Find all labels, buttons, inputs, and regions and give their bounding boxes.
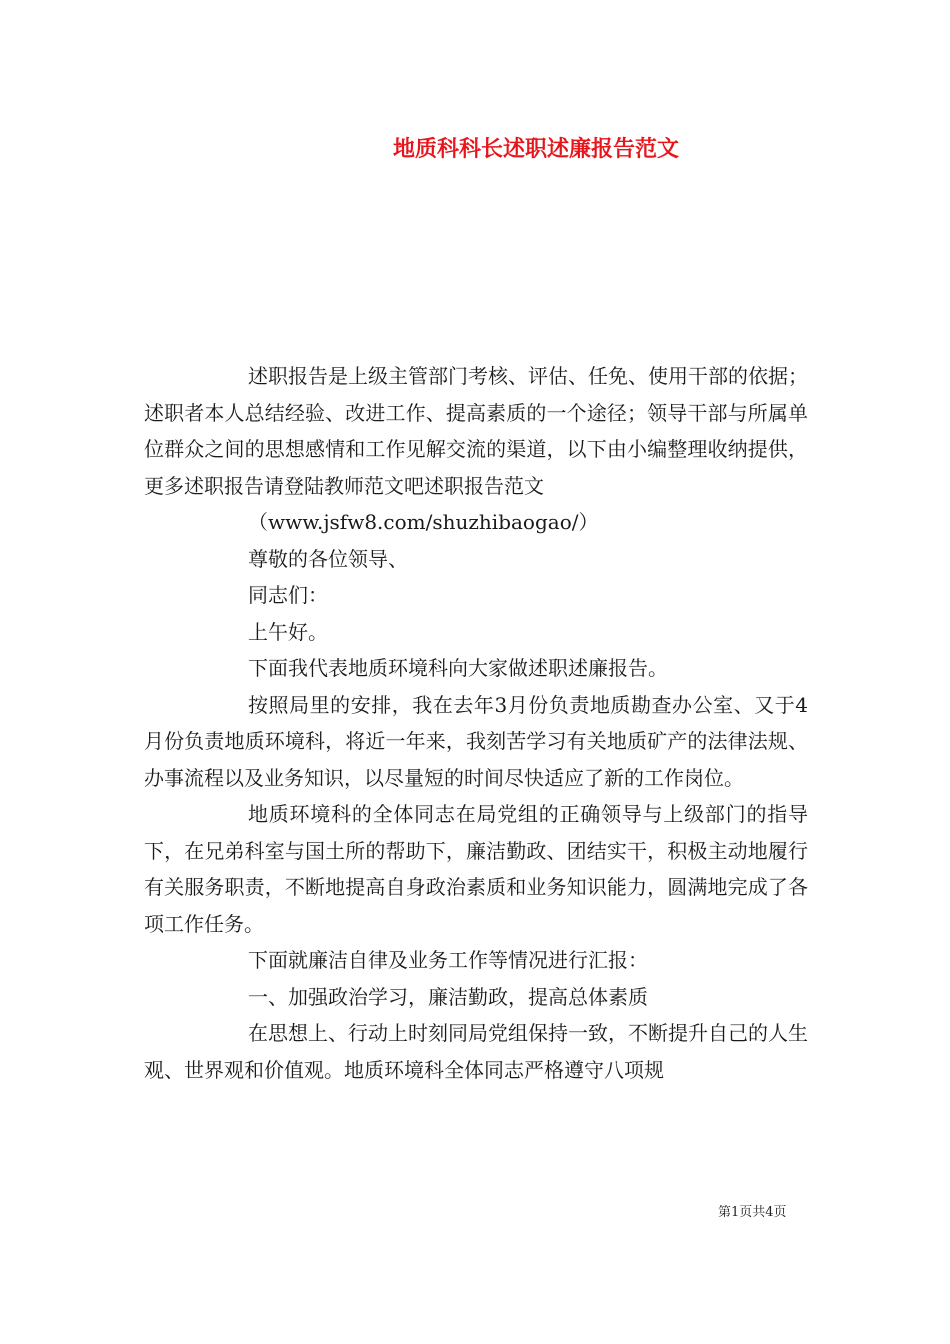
- document-title: 地质科科长述职述廉报告范文: [393, 136, 680, 162]
- paragraph-url: （www.jsfw8.com/shuzhibaogao/）: [248, 510, 599, 534]
- paragraph-arrangement: 按照局里的安排，我在去年3月份负责地质勘查办公室、又于4月份负责地质环境科，将近一年来，我刻苦学习有关地质矿产的法律法规、办事流程以及业务知识，以尽量短的时间尽快适应了新的工作岗位。: [144, 692, 808, 790]
- paragraph-greeting: 上午好。: [248, 619, 328, 644]
- paragraph-intro: 述职报告是上级主管部门考核、评估、任免、使用干部的依据；述职者本人总结经验、改进工作、提高素质的一个途径；领导干部与所属单位群众之间的思想感情和工作见解交流的渠道，以下由小编整理收纳提供，更多述职报告请登陆教师范文吧述职报告范文: [144, 364, 808, 498]
- paragraph-team: 地质环境科的全体同志在局党组的正确领导与上级部门的指导下，在兄弟科室与国土所的帮助下，廉洁勤政、团结实干，积极主动地履行有关服务职责，不断地提高自身政治素质和业务知识能力，圆满地完成了各项工作任务。: [144, 802, 808, 936]
- paragraph-opening: 下面我代表地质环境科向大家做述职述廉报告。: [248, 656, 668, 680]
- page-indicator: 第1页共4页: [718, 1205, 787, 1220]
- paragraph-comrades: 同志们：: [248, 583, 328, 607]
- paragraph-thought: 在思想上、行动上时刻同局党组保持一致，不断提升自己的人生观、世界观和价值观。地质环境科全体同志严格遵守八项规: [144, 1021, 808, 1082]
- paragraph-report-intro: 下面就廉洁自律及业务工作等情况进行汇报：: [248, 948, 648, 972]
- paragraph-salutation: 尊敬的各位领导、: [248, 546, 408, 571]
- document-body: [144, 358, 808, 1088]
- section-heading-1: 一、加强政治学习，廉洁勤政，提高总体素质: [248, 984, 648, 1009]
